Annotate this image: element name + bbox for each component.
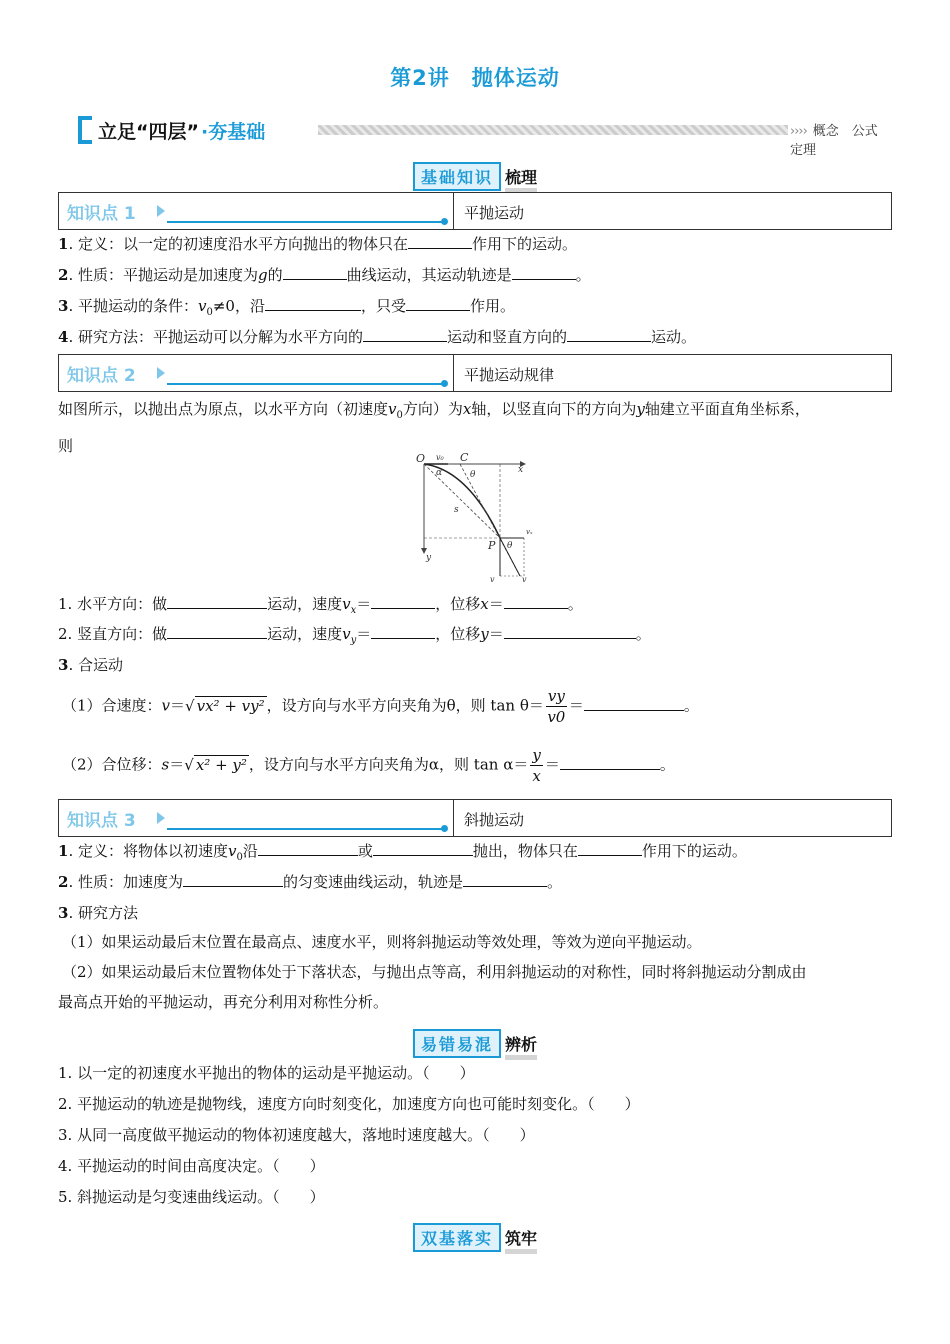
- dot-icon: [441, 825, 448, 832]
- answer-blank[interactable]: [512, 265, 576, 280]
- kp1-item-1: 1. 定义：以一定的初速度沿水平方向抛出的物体只在 作用下的运动。: [58, 235, 578, 253]
- kp2-intro: 如图所示，以抛出点为原点，以水平方向（初速度$v_0$方向）为x轴，以竖直向下的方向为y轴建立平面直角坐标系， 则: [58, 400, 810, 455]
- kp-name: 斜抛运动: [464, 811, 525, 829]
- kp-label: 知识点 2: [67, 366, 136, 386]
- banner-right: [790, 120, 891, 158]
- kp2-line-3: 3. 合运动: [58, 656, 123, 674]
- kp1-item-2: 2. 性质：平抛运动是加速度为g的 曲线运动，其运动轨迹是 。: [58, 266, 591, 284]
- answer-blank[interactable]: [406, 296, 470, 311]
- label-vy: v: [490, 575, 495, 584]
- kp-name: 平抛运动规律: [464, 366, 555, 384]
- section-heading-box: 易错易混: [413, 1029, 501, 1058]
- answer-blank[interactable]: [363, 327, 447, 342]
- dot-icon: [441, 380, 448, 387]
- kp2-line-4: （1）合速度：v＝√ vx² + vy² ，设方向与水平方向夹角为θ，则 tan θ＝ $\frac{vy}{v0}$ ＝ 。: [62, 687, 699, 726]
- kp-label: 知识点 3: [67, 811, 136, 831]
- kp-underline: [167, 828, 443, 830]
- kp2-line-5: （2）合位移：s＝√ x² + y² ，设方向与水平方向夹角为α，则 tan α＝ $\frac{y}{x}$ ＝ 。: [62, 746, 675, 785]
- fraction: $\frac{vy}{v0}$: [547, 687, 566, 726]
- kp3-paragraph-2: （2）如果运动最后末位置物体处于下落状态，与抛出点等高，利用斜抛运动的对称性，同时将斜抛运动分割成由 最高点开始的平抛运动，再充分利用对称性分析。: [58, 963, 807, 1011]
- answer-blank[interactable]: [578, 841, 642, 856]
- chevron-right-icon: ››››: [790, 124, 807, 139]
- triangle-right-icon: [157, 205, 165, 217]
- label-x: x: [518, 465, 524, 475]
- triangle-right-icon: [157, 367, 165, 379]
- answer-blank[interactable]: [408, 234, 472, 249]
- triangle-right-icon: [157, 812, 165, 824]
- projectile-diagram: [408, 450, 538, 585]
- sqrt-expression: √ x² + y²: [184, 755, 247, 774]
- label-v: v: [522, 575, 527, 584]
- knowledge-point-2: [58, 354, 892, 392]
- kp-underline: [167, 221, 443, 223]
- answer-blank[interactable]: [567, 327, 651, 342]
- section-heading-tail: 筑牢: [505, 1226, 537, 1254]
- answer-blank[interactable]: [463, 872, 547, 887]
- judge-item-3: 3. 从同一高度做平抛运动的物体初速度越大，落地时速度越大。（ ）: [58, 1126, 535, 1144]
- section-heading-tail: 梳理: [505, 165, 537, 193]
- kp1-item-3: 3. 平抛运动的条件：$v_0\ne 0$，沿 ，只受 作用。: [58, 297, 516, 318]
- section-heading-errors: [0, 1029, 950, 1060]
- answer-blank[interactable]: [584, 696, 684, 711]
- label-theta: θ: [470, 470, 476, 480]
- kp3-line-3: 3. 研究方法: [58, 904, 138, 922]
- section-heading-box: 双基落实: [413, 1223, 501, 1252]
- kp1-item-4: 4. 研究方法：平抛运动可以分解为水平方向的 运动和竖直方向的 运动。: [58, 328, 697, 346]
- section-heading-basics: [0, 162, 950, 193]
- judge-item-4: 4. 平抛运动的时间由高度决定。（ ）: [58, 1157, 325, 1175]
- chapter-banner: [78, 114, 891, 158]
- banner-keywords: 概念 公式 定理: [790, 124, 891, 158]
- label-vx: vₓ: [526, 528, 533, 536]
- kp2-line-1: 1. 水平方向：做 运动，速度$v_x=$ ，位移x＝ 。: [58, 595, 583, 616]
- label-y: y: [426, 553, 432, 563]
- judge-item-1: 1. 以一定的初速度水平抛出的物体的运动是平抛运动。（ ）: [58, 1064, 475, 1082]
- answer-blank[interactable]: [167, 624, 267, 639]
- label-O: O: [416, 452, 426, 465]
- page-title: 第2讲 抛体运动: [390, 66, 560, 90]
- answer-blank[interactable]: [560, 755, 660, 770]
- section-heading-box: 基础知识: [413, 162, 501, 191]
- judge-item-5: 5. 斜抛运动是匀变速曲线运动。（ ）: [58, 1188, 325, 1206]
- answer-blank[interactable]: [371, 624, 435, 639]
- label-C: C: [460, 451, 469, 464]
- kp2-line-2: 2. 竖直方向：做 运动，速度$v_y=$ ，位移y＝ 。: [58, 625, 651, 646]
- kp3-line-2: 2. 性质：加速度为 的匀变速曲线运动，轨迹是 。: [58, 873, 563, 891]
- answer-blank[interactable]: [371, 594, 435, 609]
- kp3-line-1: 1. 定义：将物体以初速度$v_0$沿 或 抛出，物体只在 作用下的运动。: [58, 842, 747, 863]
- answer-blank[interactable]: [504, 594, 568, 609]
- answer-blank[interactable]: [167, 594, 267, 609]
- kp-name: 平抛运动: [464, 204, 525, 222]
- answer-blank[interactable]: [504, 624, 636, 639]
- banner-stripe: [318, 125, 788, 135]
- banner-left: [78, 114, 265, 146]
- section-heading-tail: 辨析: [505, 1032, 537, 1060]
- label-s: s: [454, 505, 459, 515]
- judge-item-2: 2. 平抛运动的轨迹是抛物线，速度方向时刻变化，加速度方向也可能时刻变化。（ ）: [58, 1095, 640, 1113]
- knowledge-point-3: [58, 799, 892, 837]
- label-theta2: θ: [507, 541, 513, 551]
- label-P: P: [488, 539, 496, 552]
- kp-underline: [167, 383, 443, 385]
- knowledge-point-1: [58, 192, 892, 230]
- answer-blank[interactable]: [283, 265, 347, 280]
- sqrt-expression: √ vx² + vy²: [185, 696, 265, 715]
- answer-blank[interactable]: [183, 872, 283, 887]
- bracket-icon: [78, 116, 92, 144]
- fraction: $\frac{y}{x}$: [532, 746, 541, 785]
- banner-accent: ·夯基础: [200, 120, 266, 143]
- dot-icon: [441, 218, 448, 225]
- section-heading-practice: [0, 1223, 950, 1254]
- answer-blank[interactable]: [258, 841, 358, 856]
- kp3-paragraph-1: （1）如果运动最后末位置在最高点、速度水平，则将斜抛运动等效处理，等效为逆向平抛运动。: [62, 933, 702, 951]
- label-v0: v₀: [436, 453, 444, 462]
- answer-blank[interactable]: [373, 841, 473, 856]
- banner-main: 立足“四层”: [98, 120, 199, 143]
- answer-blank[interactable]: [265, 296, 361, 311]
- label-alpha: α: [436, 468, 443, 478]
- kp-label: 知识点 1: [67, 204, 136, 224]
